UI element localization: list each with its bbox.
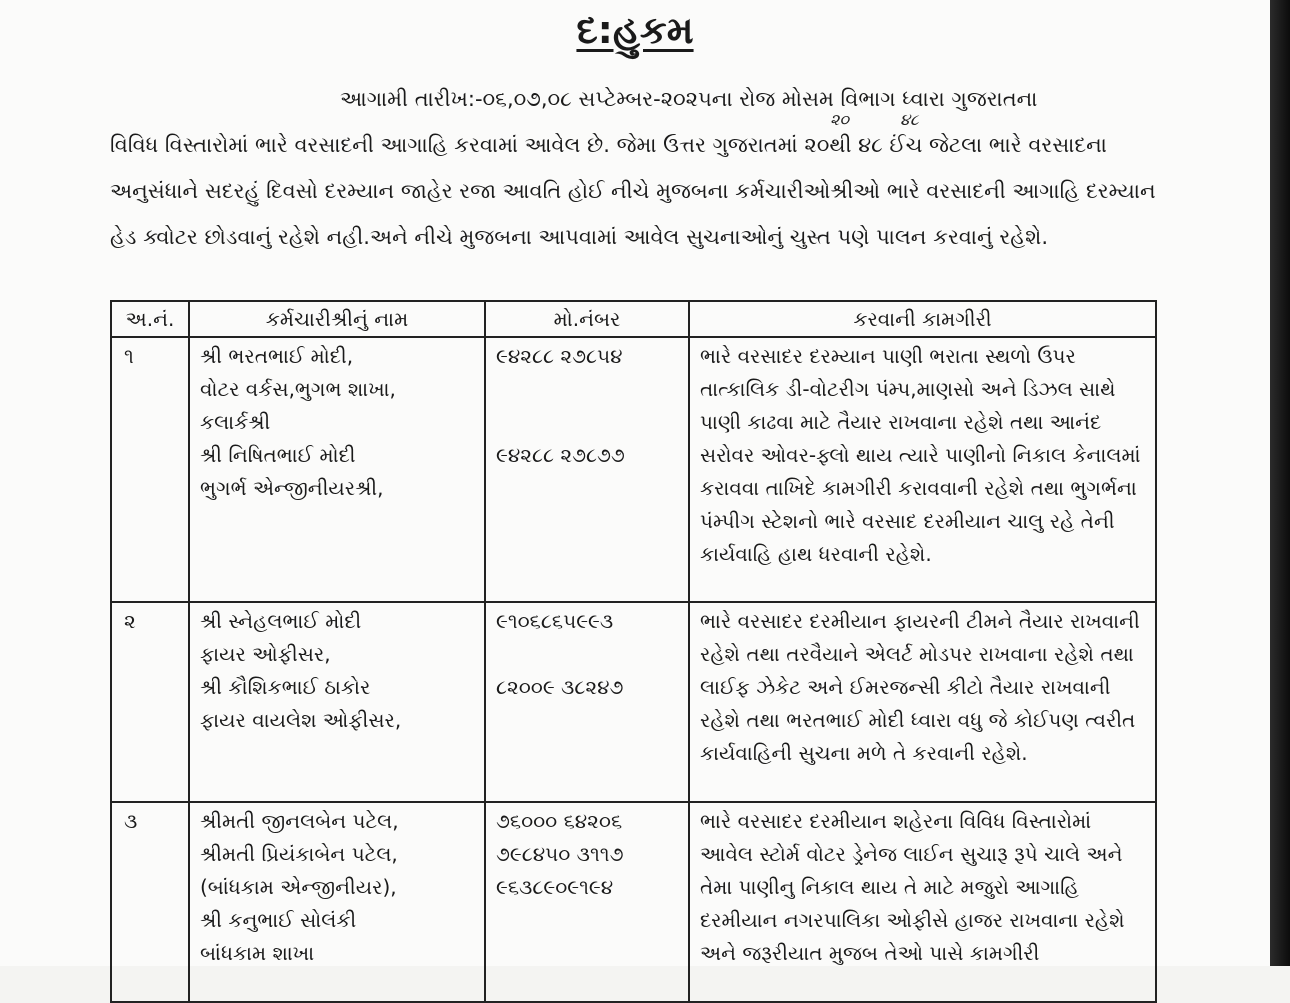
table-row: [111, 802, 1156, 1002]
handwritten-note: ૨૦: [830, 110, 850, 129]
employee-name-line: શ્રી સ્નેહલભાઈ મોદી: [200, 609, 362, 633]
employee-name-line: (બાંધકામ એન્જીનીયર),: [200, 875, 397, 899]
header-work: કરવાની કામગીરી: [689, 301, 1156, 337]
work-cell: ભારે વરસાદર દરમ્યાન પાણી ભરાતા સ્થળો ઉપર તાત્કાલિક ડી-વોટરીગ પંમ્પ,માણસો અને ડિઝલ સાથે પાણી કાઢવા માટે તૈયાર રાખવાના રહેશે તથા આનંદ સરોવર ઓવર-ફ્લો થાય ત્યારે પાણીનો નિકાલ કેનાલમાં કરાવવા તાખિદે કામગીરી કરાવવાની રહેશે તથા ભુગર્ભના પંમ્પીગ સ્ટેશનો ભારે વરસાદ દરમીયાન ચાલુ રહે તેની કાર્યવાહિ હાથ ધરવાની રહેશે.: [689, 337, 1156, 602]
paragraph-line: અનુસંધાને સદરહું દિવસો દરમ્યાન જાહેર રજા આવતિ હોઈ નીચે મુજબના કર્મચારીઓશ્રીઓ ભારે વરસાદની આગાહિ દરમ્યાન: [110, 179, 1156, 203]
mobile-number: ૯૪૨૮૮ ૨૭૮૫૪: [496, 344, 623, 368]
names-cell: [189, 802, 485, 1002]
names-cell: [189, 602, 485, 802]
paragraph-line: વિવિધ વિસ્તારોમાં ભારે વરસાદની આગાહિ કરવામાં આવેલ છે. જેમા ઉત્તર ગુજરાતમાં ૨૦થી ૪૮ ઈંચ જેટલા ભારે વરસાદના: [110, 133, 1107, 157]
order-paragraph: [110, 76, 1160, 260]
handwritten-note: ૪૮: [900, 110, 919, 129]
employee-name-line: બાંધકામ શાખા: [200, 941, 315, 965]
paragraph-line: આગામી તારીખ:-૦૬,૦૭,૦૮ સપ્ટેમ્બર-૨૦૨૫ના રોજ મોસમ વિભાગ ધ્વારા ગુજરાતના: [340, 87, 1038, 111]
employee-name-line: શ્રી કનુભાઈ સોલંકી: [200, 908, 357, 932]
mobile-number: ૭૯૮૪૫૦ ૩૧૧૭: [496, 842, 624, 866]
employee-name-line: શ્રીમતી જીનલબેન પટેલ,: [200, 809, 399, 833]
mobile-number: ૯૧૦૬૮૬૫૯૯૩: [496, 609, 614, 633]
table-header-row: [111, 301, 1156, 337]
employee-name-line: ફાયર વાયલેશ ઓફીસર,: [200, 708, 402, 732]
table-row: [111, 602, 1156, 802]
paragraph-line: હેડ ક્વોટર છોડવાનું રહેશે નહી.અને નીચે મુજબના આપવામાં આવેલ સુચનાઓનું ચુસ્ત પણે પાલન કરવાનું રહેશે.: [110, 225, 1049, 249]
serial-cell: ૩: [111, 802, 189, 1002]
work-cell: ભારે વરસાદર દરમીયાન શહેરના વિવિધ વિસ્તારોમાં આવેલ સ્ટોર્મ વોટર ડ્રેનેજ લાઈન સુચારૂ રૂપે ચાલે અને તેમા પાણીનુ નિકાલ થાય તે માટે મજુરો આગાહિ દરમીયાન નગરપાલિકા ઓફીસે હાજર રાખવાના રહેશે અને જરૂરીયાત મુજબ તેઓ પાસે કામગીરી: [689, 802, 1156, 1002]
mobile-number: ૯૬૩૮૯૦૯૧૯૪: [496, 875, 614, 899]
names-cell: [189, 337, 485, 602]
employee-name-line: શ્રી કૌશિકભાઈ ઠાકોર: [200, 675, 371, 699]
phones-cell: [485, 602, 689, 802]
document-title: દ:હુકમ: [576, 8, 694, 52]
header-serial: અ.નં.: [111, 301, 189, 337]
header-mobile-number: મો.નંબર: [485, 301, 689, 337]
employee-name-line: શ્રીમતી પ્રિયંકાબેન પટેલ,: [200, 842, 398, 866]
phones-cell: [485, 337, 689, 602]
employee-name-line: વોટર વર્કસ,ભુગભ શાખા,: [200, 377, 396, 401]
scan-edge: [1270, 0, 1290, 966]
table-row: [111, 337, 1156, 602]
employee-name-line: શ્રી ભરતભાઈ મોદી,: [200, 344, 354, 368]
mobile-number: ૮૨૦૦૯ ૩૮૨૪૭: [496, 675, 624, 699]
employee-name-line: ભુગર્ભ એન્જીનીયરશ્રી,: [200, 476, 384, 500]
header-employee-name: કર્મચારીશ્રીનું નામ: [189, 301, 485, 337]
mobile-number: ૯૪૨૮૮ ૨૭૮૭૭: [496, 443, 625, 467]
employee-name-line: કલાર્કશ્રી: [200, 410, 271, 434]
mobile-number: ૭૬૦૦૦ ૬૪૨૦૬: [496, 809, 623, 833]
phones-cell: [485, 802, 689, 1002]
employee-name-line: ફાયર ઓફીસર,: [200, 642, 331, 666]
duty-table: [110, 300, 1157, 1003]
work-cell: ભારે વરસાદર દરમીયાન ફાયરની ટીમને તૈયાર રાખવાની રહેશે તથા તરવૈયાને એલર્ટ મોડપર રાખવાના રહેશે તથા લાઈફ ઝેકેટ અને ઈમરજન્સી કીટો તૈયાર રાખવાની રહેશે તથા ભરતભાઈ મોદી ધ્વારા વધુ જે કોઈપણ ત્વરીત કાર્યવાહિની સુચના મળે તે કરવાની રહેશે.: [689, 602, 1156, 802]
employee-name-line: શ્રી નિષિતભાઈ મોદી: [200, 443, 356, 467]
serial-cell: ૧: [111, 337, 189, 602]
serial-cell: ૨: [111, 602, 189, 802]
